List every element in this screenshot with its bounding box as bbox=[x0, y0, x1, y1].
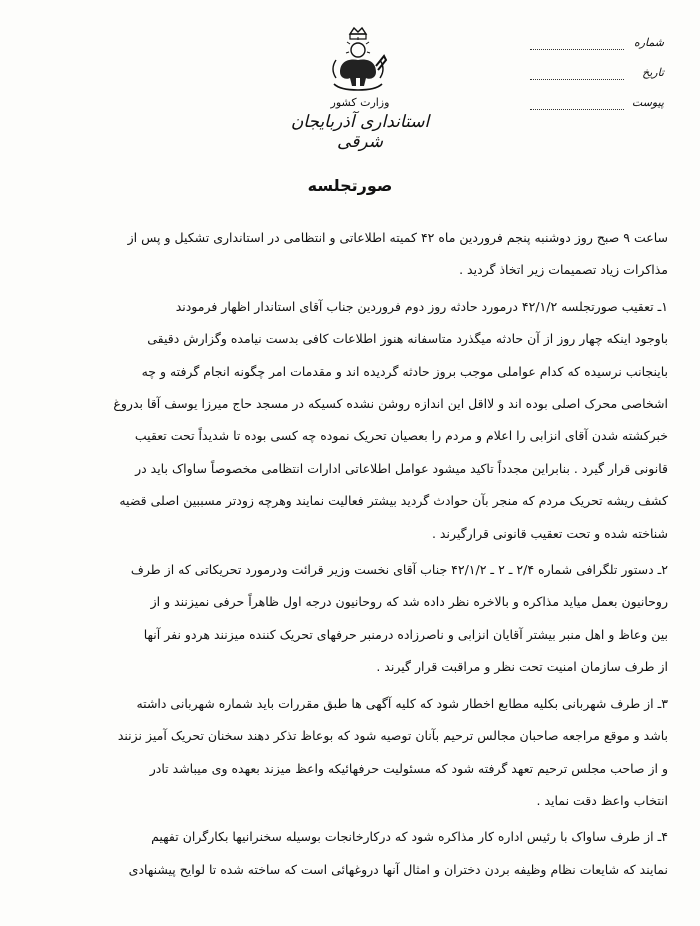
paragraph-item-3 bbox=[28, 688, 668, 818]
governorate-name: استانداری آذربایجان شرقی bbox=[290, 112, 430, 152]
paragraph-item-1 bbox=[28, 291, 668, 550]
text-line: خبرکشته شدن آقای انزابی را اعلام و مردم را بعصیان تحریک نموده چه کسی بوده تا شدیداً تحت تعقیب bbox=[134, 428, 668, 444]
meta-attachment-label: پیوست bbox=[631, 96, 664, 109]
text-line: از طرف سازمان امنیت تحت نظر و مراقبت قرار گیرند . bbox=[376, 659, 668, 675]
text-line: باینجانب نرسیده که کدام عواملی موجب بروز حادثه گردیده اند و مقدمات امر چگونه انجام گرفته و چه bbox=[141, 363, 668, 379]
text-line: قانونی قرار گیرد . بنابراین مجدداً تاکید میشود عوامل اطلاعاتی ادارات انتظامی مخصوصاً ساواک باید در bbox=[135, 460, 668, 476]
document-title: صورتجلسه bbox=[307, 176, 393, 195]
meta-date-line bbox=[530, 79, 624, 80]
meta-number-label: شماره bbox=[633, 36, 664, 49]
ministry-name: وزارت کشور bbox=[330, 96, 390, 109]
text-line: و از صاحب مجلس ترحیم تعهد گرفته شود که مسئولیت حرفهائیکه واعظ میزند بعهده وی میباشد تادر bbox=[149, 760, 668, 776]
text-line: ۴ـ از طرف ساواک با رئیس اداره کار مذاکره شود که درکارخانجات بوسیله سخنرانیها بکارگران تفهیم bbox=[151, 829, 668, 845]
text-line: باشد و موقع مراجعه صاحبان مجالس ترحیم بآنان توصیه شود که بوعاظ تذکر دهند سخنان تحریک آمیز نزنند bbox=[117, 728, 668, 744]
lion-and-sun-emblem-icon bbox=[326, 26, 390, 96]
text-line: باوجود اینکه چهار روز از آن حادثه میگذرد متاسفانه هنوز اطلاعات کافی بدست نیامده وگزارش دقیقی bbox=[147, 331, 668, 347]
text-line: بین وعاظ و اهل منبر بیشتر آقایان انزابی و ناصرزاده درمنبر حرفهای تحریک کننده میزنند هردو نفر آنها bbox=[143, 626, 668, 642]
text-line: روحانیون بعمل میاید مذاکره و بالاخره نظر داده شد که روحانیون درجه اول ظاهراً حرفی نمیزنند و از bbox=[150, 594, 668, 610]
text-line: ساعت ۹ صبح روز دوشنبه پنجم فروردین ماه ۴۲ کمیته اطلاعاتی و انتظامی در استانداری تشکیل و پس از bbox=[127, 230, 668, 245]
paragraph-intro bbox=[28, 222, 668, 287]
text-line: شناخته شده و تحت تعقیب قانونی قرارگیرند . bbox=[431, 525, 668, 541]
text-line: ۱ـ تعقیب صورتجلسه ۴۲/۱/۲ درمورد حادثه روز دوم فروردین جناب آقای استاندار اظهار فرمودند bbox=[175, 298, 668, 314]
text-line: مذاکرات زیاد تصمیمات زیر اتخاذ گردید . bbox=[459, 262, 668, 278]
meta-attachment-field bbox=[524, 96, 664, 118]
meta-number-line bbox=[530, 49, 624, 50]
text-line: ۲ـ دستور تلگرافی شماره ۲/۴ ـ ۲ ـ ۴۲/۱/۲ جناب آقای نخست وزیر قرائت ودرمورد تحریکاتی که از طرف bbox=[130, 562, 668, 578]
text-line: کشف ریشه تحریک مردم که منجر بآن حوادث گردید بیشتر فعالیت نمایند وهرچه زودتر مسببین اصلی قضیه bbox=[119, 493, 668, 509]
meta-date-field bbox=[524, 66, 664, 88]
paragraph-item-2 bbox=[28, 554, 668, 684]
text-line: نمایند که شایعات نظام وظیفه بردن دختران و امثال آنها دروغهائی است که ساخته شده تا لوایح پیشنهادی bbox=[128, 861, 668, 877]
document-body bbox=[28, 222, 668, 886]
text-line: اشخاصی محرک اصلی بوده اند و لااقل این اندازه روشن نشده کسیکه در مسجد حاج میرزا یوسف آقا بدروغ bbox=[113, 396, 668, 412]
paragraph-item-4 bbox=[28, 821, 668, 886]
text-line: ۳ـ از طرف شهربانی بکلیه مطابع اخطار شود که کلیه آگهی ها طبق مقررات باید شماره شهربانی داشته bbox=[136, 695, 668, 711]
meta-attachment-line bbox=[530, 109, 624, 110]
meta-date-label: تاریخ bbox=[642, 66, 664, 79]
text-line: انتخاب واعظ دقت نماید . bbox=[536, 792, 668, 808]
meta-number-field bbox=[524, 36, 664, 58]
